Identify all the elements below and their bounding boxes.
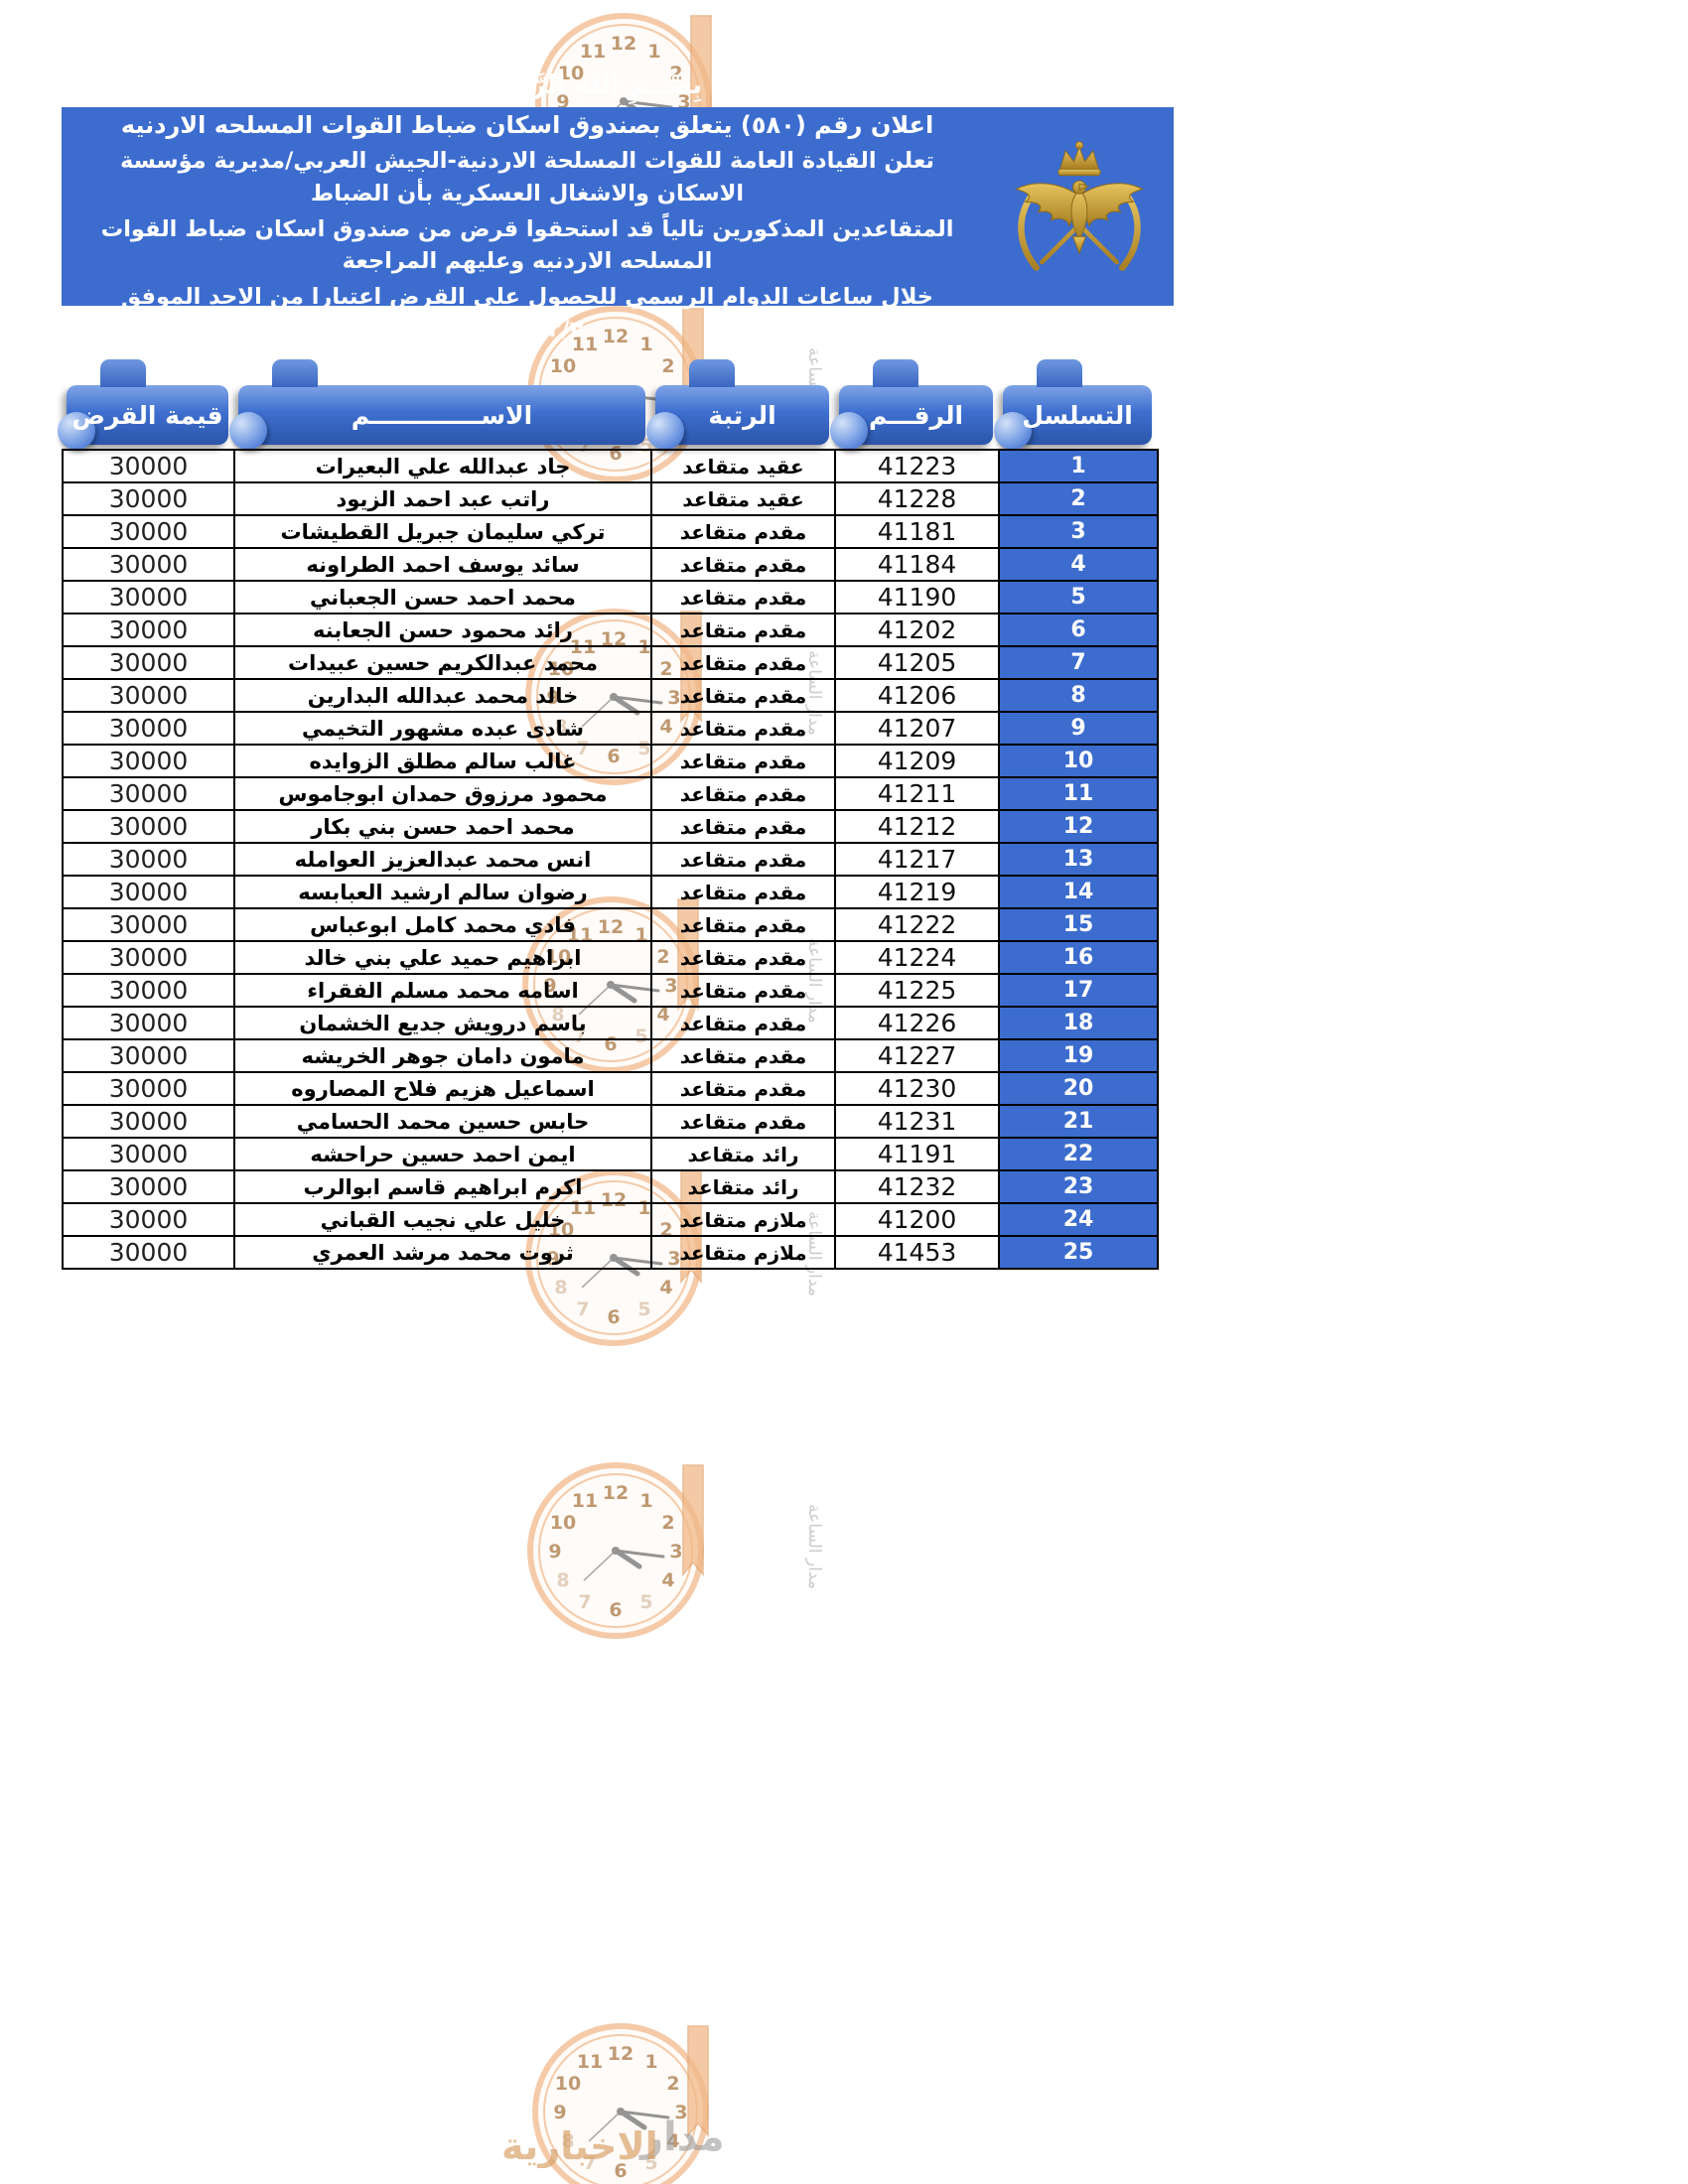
number-cell: 41207: [835, 712, 999, 745]
serial-cell: 11: [999, 777, 1158, 810]
table-row: [63, 1105, 1158, 1138]
loan-cell: 30000: [63, 974, 234, 1007]
number-cell: 41230: [835, 1072, 999, 1105]
name-cell: محمد احمد حسن الجعباني: [234, 581, 651, 614]
number-cell: 41231: [835, 1105, 999, 1138]
name-cell: سائد يوسف احمد الطراونه: [234, 548, 651, 581]
loan-cell: 30000: [63, 712, 234, 745]
serial-cell: 14: [999, 876, 1158, 908]
table-row: [63, 1236, 1158, 1269]
rank-cell: مقدم متقاعد: [651, 843, 835, 876]
loan-cell: 30000: [63, 1072, 234, 1105]
name-cell: شادى عبده مشهور التخيمي: [234, 712, 651, 745]
serial-cell: 24: [999, 1203, 1158, 1236]
table-row: [63, 974, 1158, 1007]
announcement-body-line-2: المتقاعدين المذكورين تالياً قد استحقوا قرض من صندوق اسكان ضباط القوات المسلحه الاردنيه وعليهم المراجعة: [100, 215, 954, 275]
serial-cell: 22: [999, 1138, 1158, 1170]
serial-cell: 13: [999, 843, 1158, 876]
watermark-vertical-text: مدار الساعة: [804, 1211, 824, 1297]
table-row: [63, 482, 1158, 515]
rank-cell: مقدم متقاعد: [651, 614, 835, 646]
loan-cell: 30000: [63, 614, 234, 646]
name-cell: اسماعيل هزيم فلاح المصاروه: [234, 1072, 651, 1105]
name-cell: خالد محمد عبدالله البدارين: [234, 679, 651, 712]
serial-cell: 17: [999, 974, 1158, 1007]
column-header-serial: التسلسل: [1022, 400, 1133, 430]
loan-cell: 30000: [63, 548, 234, 581]
loan-cell: 30000: [63, 482, 234, 515]
serial-cell: 15: [999, 908, 1158, 941]
ribbon-curl: [229, 412, 267, 450]
rank-cell: رائد متقاعد: [651, 1138, 835, 1170]
name-cell: ثروت محمد مرشد العمري: [234, 1236, 651, 1269]
loan-cell: 30000: [63, 1236, 234, 1269]
serial-cell: 10: [999, 745, 1158, 777]
table-row: [63, 1138, 1158, 1170]
table-row: [63, 450, 1158, 482]
ribbon-banner: [839, 385, 993, 445]
table-row: [63, 548, 1158, 581]
loan-cell: 30000: [63, 515, 234, 548]
loan-cell: 30000: [63, 745, 234, 777]
name-cell: محمد احمد حسن بني بكار: [234, 810, 651, 843]
table-row: [63, 777, 1158, 810]
loan-cell: 30000: [63, 1203, 234, 1236]
ribbon-banner: [238, 385, 645, 445]
rank-cell: مقدم متقاعد: [651, 679, 835, 712]
rank-cell: ملازم متقاعد: [651, 1236, 835, 1269]
serial-cell: 20: [999, 1072, 1158, 1105]
number-cell: 41223: [835, 450, 999, 482]
rank-cell: مقدم متقاعد: [651, 908, 835, 941]
watermark-vertical-text: مدار الساعة: [804, 1504, 824, 1589]
table-body: [63, 450, 1158, 1269]
loan-cell: 30000: [63, 941, 234, 974]
name-cell: مامون دامان جوهر الخريشه: [234, 1039, 651, 1072]
rank-cell: مقدم متقاعد: [651, 548, 835, 581]
serial-cell: 6: [999, 614, 1158, 646]
ribbon-banner: [1003, 385, 1152, 445]
rank-cell: عقيد متقاعد: [651, 450, 835, 482]
rank-cell: مقدم متقاعد: [651, 810, 835, 843]
number-cell: 41181: [835, 515, 999, 548]
ribbon-curl: [646, 412, 684, 450]
serial-cell: 4: [999, 548, 1158, 581]
number-cell: 41232: [835, 1170, 999, 1203]
serial-cell: 5: [999, 581, 1158, 614]
name-cell: تركي سليمان جبريل القطيشات: [234, 515, 651, 548]
serial-cell: 12: [999, 810, 1158, 843]
loan-cell: 30000: [63, 1105, 234, 1138]
name-cell: غالب سالم مطلق الزوايده: [234, 745, 651, 777]
column-ribbon-serial: [998, 336, 1157, 449]
ribbon-tab: [689, 359, 735, 387]
name-cell: محمد عبدالكريم حسين عبيدات: [234, 646, 651, 679]
table-row: [63, 515, 1158, 548]
announcement-text-block: [62, 69, 985, 342]
rank-cell: مقدم متقاعد: [651, 876, 835, 908]
serial-cell: 8: [999, 679, 1158, 712]
rank-cell: مقدم متقاعد: [651, 1007, 835, 1039]
name-cell: ايمن احمد حسين حراحشه: [234, 1138, 651, 1170]
name-cell: ابراهيم حميد علي بني خالد: [234, 941, 651, 974]
name-cell: رضوان سالم ارشيد العبابسه: [234, 876, 651, 908]
clock-watermark-icon: [526, 1459, 710, 1643]
column-header-name: الاســـــــــــــم: [351, 400, 533, 430]
name-cell: محمود مرزوق حمدان ابوجاموس: [234, 777, 651, 810]
rank-cell: مقدم متقاعد: [651, 1105, 835, 1138]
rank-cell: رائد متقاعد: [651, 1170, 835, 1203]
number-cell: 41219: [835, 876, 999, 908]
table-row: [63, 1007, 1158, 1039]
table-header-row: [62, 336, 1157, 449]
loans-table: [62, 449, 1159, 1270]
rank-cell: مقدم متقاعد: [651, 941, 835, 974]
serial-cell: 2: [999, 482, 1158, 515]
number-cell: 41212: [835, 810, 999, 843]
table-row: [63, 712, 1158, 745]
loan-cell: 30000: [63, 810, 234, 843]
ribbon-tab: [272, 359, 318, 387]
column-header-number: الرقـــم: [868, 400, 964, 430]
number-cell: 41202: [835, 614, 999, 646]
number-cell: 41453: [835, 1236, 999, 1269]
number-cell: 41206: [835, 679, 999, 712]
number-cell: 41217: [835, 843, 999, 876]
watermark-tagline-text: الاخبارية: [501, 2124, 658, 2168]
loan-cell: 30000: [63, 1007, 234, 1039]
loan-cell: 30000: [63, 1039, 234, 1072]
serial-cell: 18: [999, 1007, 1158, 1039]
loan-cell: 30000: [63, 679, 234, 712]
loan-cell: 30000: [63, 908, 234, 941]
loan-cell: 30000: [63, 843, 234, 876]
rank-cell: مقدم متقاعد: [651, 1072, 835, 1105]
loan-cell: 30000: [63, 646, 234, 679]
loan-cell: 30000: [63, 1170, 234, 1203]
number-cell: 41191: [835, 1138, 999, 1170]
column-ribbon-loan: [62, 336, 233, 449]
number-cell: 41222: [835, 908, 999, 941]
name-cell: خليل علي نجيب القباني: [234, 1203, 651, 1236]
watermark-brand-text: مدار: [640, 2115, 725, 2160]
name-cell: اكرم ابراهيم قاسم ابوالرب: [234, 1170, 651, 1203]
announcement-body-line-3: خلال ساعات الدوام الرسمي للحصول على القرض اعتبارا من الاحد الموفق ٢٠٢٣/١٢/٣: [120, 283, 933, 342]
ribbon-curl: [830, 412, 868, 450]
table-row: [63, 1170, 1158, 1203]
name-cell: رائد محمود حسن الجعابنه: [234, 614, 651, 646]
serial-cell: 7: [999, 646, 1158, 679]
table-row: [63, 646, 1158, 679]
ribbon-tab: [100, 359, 146, 387]
serial-cell: 3: [999, 515, 1158, 548]
table-row: [63, 876, 1158, 908]
loan-cell: 30000: [63, 876, 234, 908]
table-row: [63, 679, 1158, 712]
number-cell: 41227: [835, 1039, 999, 1072]
rank-cell: مقدم متقاعد: [651, 1039, 835, 1072]
name-cell: اسامه محمد مسلم الفقراء: [234, 974, 651, 1007]
serial-cell: 21: [999, 1105, 1158, 1138]
number-cell: 41225: [835, 974, 999, 1007]
number-cell: 41205: [835, 646, 999, 679]
table-row: [63, 1039, 1158, 1072]
serial-cell: 23: [999, 1170, 1158, 1203]
name-cell: راتب عبد احمد الزيود: [234, 482, 651, 515]
serial-cell: 19: [999, 1039, 1158, 1072]
number-cell: 41184: [835, 548, 999, 581]
loan-cell: 30000: [63, 581, 234, 614]
column-ribbon-number: [834, 336, 998, 449]
rank-cell: ملازم متقاعد: [651, 1203, 835, 1236]
table-row: [63, 941, 1158, 974]
rank-cell: عقيد متقاعد: [651, 482, 835, 515]
serial-cell: 9: [999, 712, 1158, 745]
number-cell: 41224: [835, 941, 999, 974]
ribbon-banner: [67, 385, 228, 445]
name-cell: فادي محمد كامل ابوعباس: [234, 908, 651, 941]
table-row: [63, 745, 1158, 777]
name-cell: انس محمد عبدالعزيز العوامله: [234, 843, 651, 876]
table-row: [63, 581, 1158, 614]
number-cell: 41228: [835, 482, 999, 515]
number-cell: 41190: [835, 581, 999, 614]
loan-cell: 30000: [63, 1138, 234, 1170]
table-row: [63, 908, 1158, 941]
basmala-text: بِسْــمِ اللهِ الرَّحْمَنِ الرَّحِيـــم: [352, 69, 703, 100]
name-cell: جاد عبدالله علي البعيرات: [234, 450, 651, 482]
serial-cell: 16: [999, 941, 1158, 974]
number-cell: 41211: [835, 777, 999, 810]
rank-cell: مقدم متقاعد: [651, 581, 835, 614]
rank-cell: مقدم متقاعد: [651, 974, 835, 1007]
loan-cell: 30000: [63, 450, 234, 482]
column-ribbon-name: [233, 336, 650, 449]
table-row: [63, 810, 1158, 843]
watermark-vertical-text: مدار الساعة: [804, 650, 824, 736]
rank-cell: مقدم متقاعد: [651, 745, 835, 777]
column-header-loan: قيمة القرض: [71, 400, 223, 430]
number-cell: 41200: [835, 1203, 999, 1236]
serial-cell: 1: [999, 450, 1158, 482]
armed-forces-emblem-icon: [1001, 138, 1158, 275]
table-row: [63, 1203, 1158, 1236]
announcement-header: [62, 69, 1174, 342]
number-cell: 41209: [835, 745, 999, 777]
rank-cell: مقدم متقاعد: [651, 712, 835, 745]
ribbon-tab: [1037, 359, 1082, 387]
announcement-title: اعلان رقم (٥٨٠) يتعلق بصندوق اسكان ضباط القوات المسلحه الاردنيه: [120, 110, 934, 139]
ribbon-banner: [655, 385, 829, 445]
serial-cell: 25: [999, 1236, 1158, 1269]
name-cell: حابس حسين محمد الحسامي: [234, 1105, 651, 1138]
emblem-container: [985, 107, 1174, 306]
number-cell: 41226: [835, 1007, 999, 1039]
announcement-body-line-1: تعلن القيادة العامة للقوات المسلحة الاردنية-الجيش العربي/مديرية مؤسسة الاسكان والاشغال العسكرية بأن الضباط: [120, 148, 934, 206]
column-ribbon-rank: [650, 336, 834, 449]
ribbon-tab: [873, 359, 918, 387]
table-row: [63, 614, 1158, 646]
rank-cell: مقدم متقاعد: [651, 777, 835, 810]
table-row: [63, 843, 1158, 876]
rank-cell: مقدم متقاعد: [651, 515, 835, 548]
watermark-vertical-text: مدار الساعة: [804, 938, 824, 1024]
column-header-rank: الرتبة: [708, 400, 776, 430]
name-cell: باسم درويش جديع الخشمان: [234, 1007, 651, 1039]
table-row: [63, 1072, 1158, 1105]
rank-cell: مقدم متقاعد: [651, 646, 835, 679]
loan-cell: 30000: [63, 777, 234, 810]
